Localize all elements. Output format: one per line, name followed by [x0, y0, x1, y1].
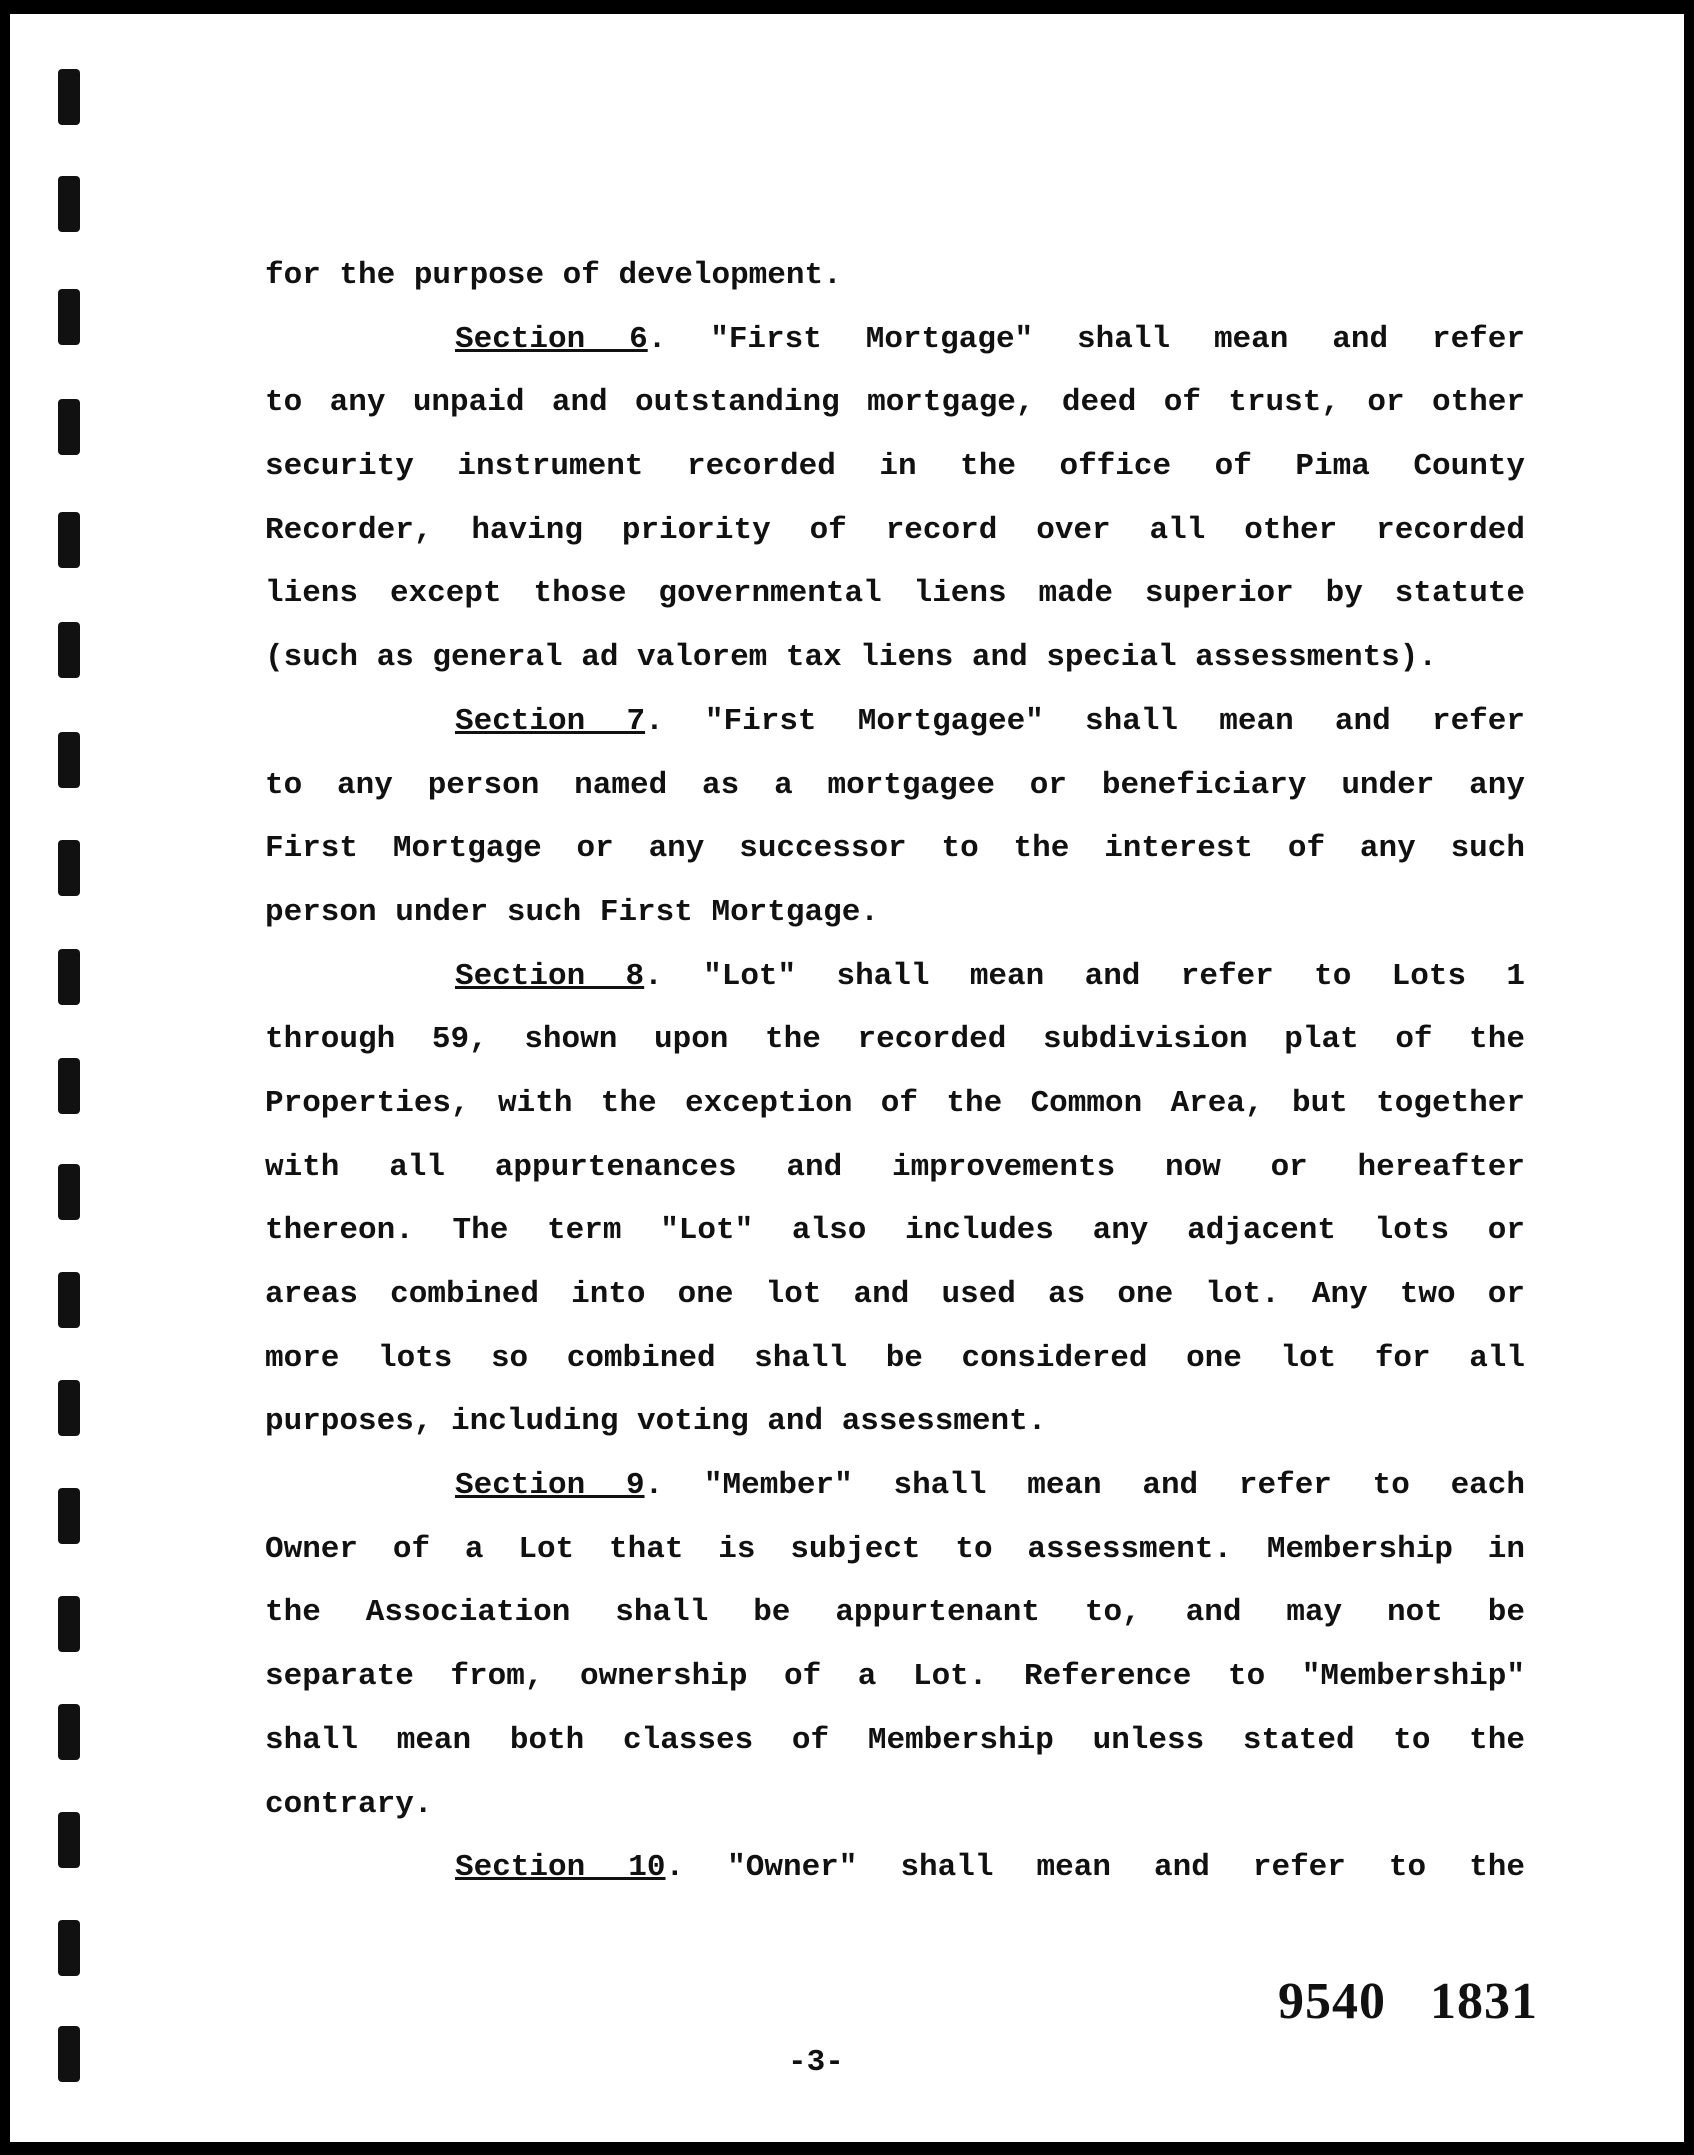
body-line: First Mortgage or any successor to the interest of any such	[265, 831, 1525, 867]
punch-hole-mark	[58, 399, 80, 455]
punch-hole-mark	[58, 2026, 80, 2082]
body-line: Owner of a Lot that is subject to assessment. Membership in	[265, 1531, 1525, 1567]
punch-hole-mark	[58, 1380, 80, 1436]
body-line-last: contrary.	[265, 1786, 433, 1822]
document-page	[10, 14, 1684, 2142]
punch-hole-mark	[58, 512, 80, 568]
punch-hole-mark	[58, 1812, 80, 1868]
section-label: Section 7	[455, 703, 646, 739]
punch-hole-mark	[58, 1058, 80, 1114]
section-definition-start: "Lot" shall mean and refer to Lots 1	[703, 958, 1525, 994]
punch-hole-mark	[58, 732, 80, 788]
body-line: security instrument recorded in the office of Pima County	[265, 449, 1525, 485]
punch-hole-mark	[58, 1704, 80, 1760]
section-10	[265, 1836, 1525, 1900]
section-label: Section 10	[455, 1850, 666, 1886]
section-heading-line: Section 6. "First Mortgage" shall mean and refer	[455, 321, 1525, 357]
body-line: separate from, ownership of a Lot. Reference to "Membership"	[265, 1659, 1525, 1695]
body-line: areas combined into one lot and used as one lot. Any two or	[265, 1277, 1525, 1312]
section-heading-line: Section 8. "Lot" shall mean and refer to Lots 1	[455, 958, 1525, 994]
body-line: more lots so combined shall be considered one lot for all	[265, 1340, 1525, 1376]
section-label: Section 6	[455, 321, 648, 357]
intro-line: for the purpose of development.	[265, 258, 842, 293]
punch-hole-mark	[58, 1596, 80, 1652]
document-body	[265, 244, 1525, 1900]
section-6	[265, 308, 1525, 690]
body-line: Recorder, having priority of record over all other recorded	[265, 512, 1525, 548]
section-definition-start: "Owner" shall mean and refer to the	[727, 1850, 1525, 1886]
body-line: with all appurtenances and improvements now or hereafter	[265, 1149, 1525, 1185]
punch-hole-mark	[58, 1272, 80, 1328]
body-line-last: (such as general ad valorem tax liens and special assessments).	[265, 640, 1437, 676]
body-line-last: purposes, including voting and assessment.	[265, 1404, 1047, 1440]
punch-hole-mark	[58, 1164, 80, 1220]
punch-hole-mark	[58, 1488, 80, 1544]
body-line: to any person named as a mortgagee or beneficiary under any	[265, 767, 1525, 803]
section-heading-line: Section 7. "First Mortgagee" shall mean and refer	[455, 703, 1525, 739]
section-heading-line: Section 10. "Owner" shall mean and refer to the	[455, 1850, 1525, 1886]
punch-hole-mark	[58, 289, 80, 345]
section-definition-start: "First Mortgagee" shall mean and refer	[704, 703, 1525, 739]
punch-hole-mark	[58, 176, 80, 232]
section-8	[265, 945, 1525, 1455]
body-line: thereon. The term "Lot" also includes any adjacent lots or	[265, 1213, 1525, 1249]
punch-hole-mark	[58, 622, 80, 678]
section-label: Section 9	[455, 1468, 645, 1504]
page-number: -3-	[788, 2045, 844, 2080]
punch-hole-mark	[58, 840, 80, 896]
section-label: Section 8	[455, 958, 645, 994]
body-line: the Association shall be appurtenant to, and may not be	[265, 1595, 1525, 1631]
punch-hole-mark	[58, 1920, 80, 1976]
punch-hole-mark	[58, 949, 80, 1005]
section-definition-start: "First Mortgage" shall mean and refer	[710, 321, 1525, 357]
section-7	[265, 690, 1525, 945]
punch-hole-mark	[58, 69, 80, 125]
body-line: Properties, with the exception of the Common Area, but together	[265, 1085, 1525, 1121]
body-line: liens except those governmental liens made superior by statute	[265, 576, 1525, 612]
section-heading-line: Section 9. "Member" shall mean and refer to each	[455, 1468, 1525, 1504]
recording-stamp-number: 9540 1831	[1278, 1973, 1538, 2030]
section-9	[265, 1454, 1525, 1836]
body-line: through 59, shown upon the recorded subdivision plat of the	[265, 1022, 1525, 1058]
body-line: to any unpaid and outstanding mortgage, deed of trust, or other	[265, 385, 1525, 421]
body-line-last: person under such First Mortgage.	[265, 894, 879, 930]
body-line: shall mean both classes of Membership unless stated to the	[265, 1722, 1525, 1758]
section-definition-start: "Member" shall mean and refer to each	[703, 1468, 1525, 1504]
